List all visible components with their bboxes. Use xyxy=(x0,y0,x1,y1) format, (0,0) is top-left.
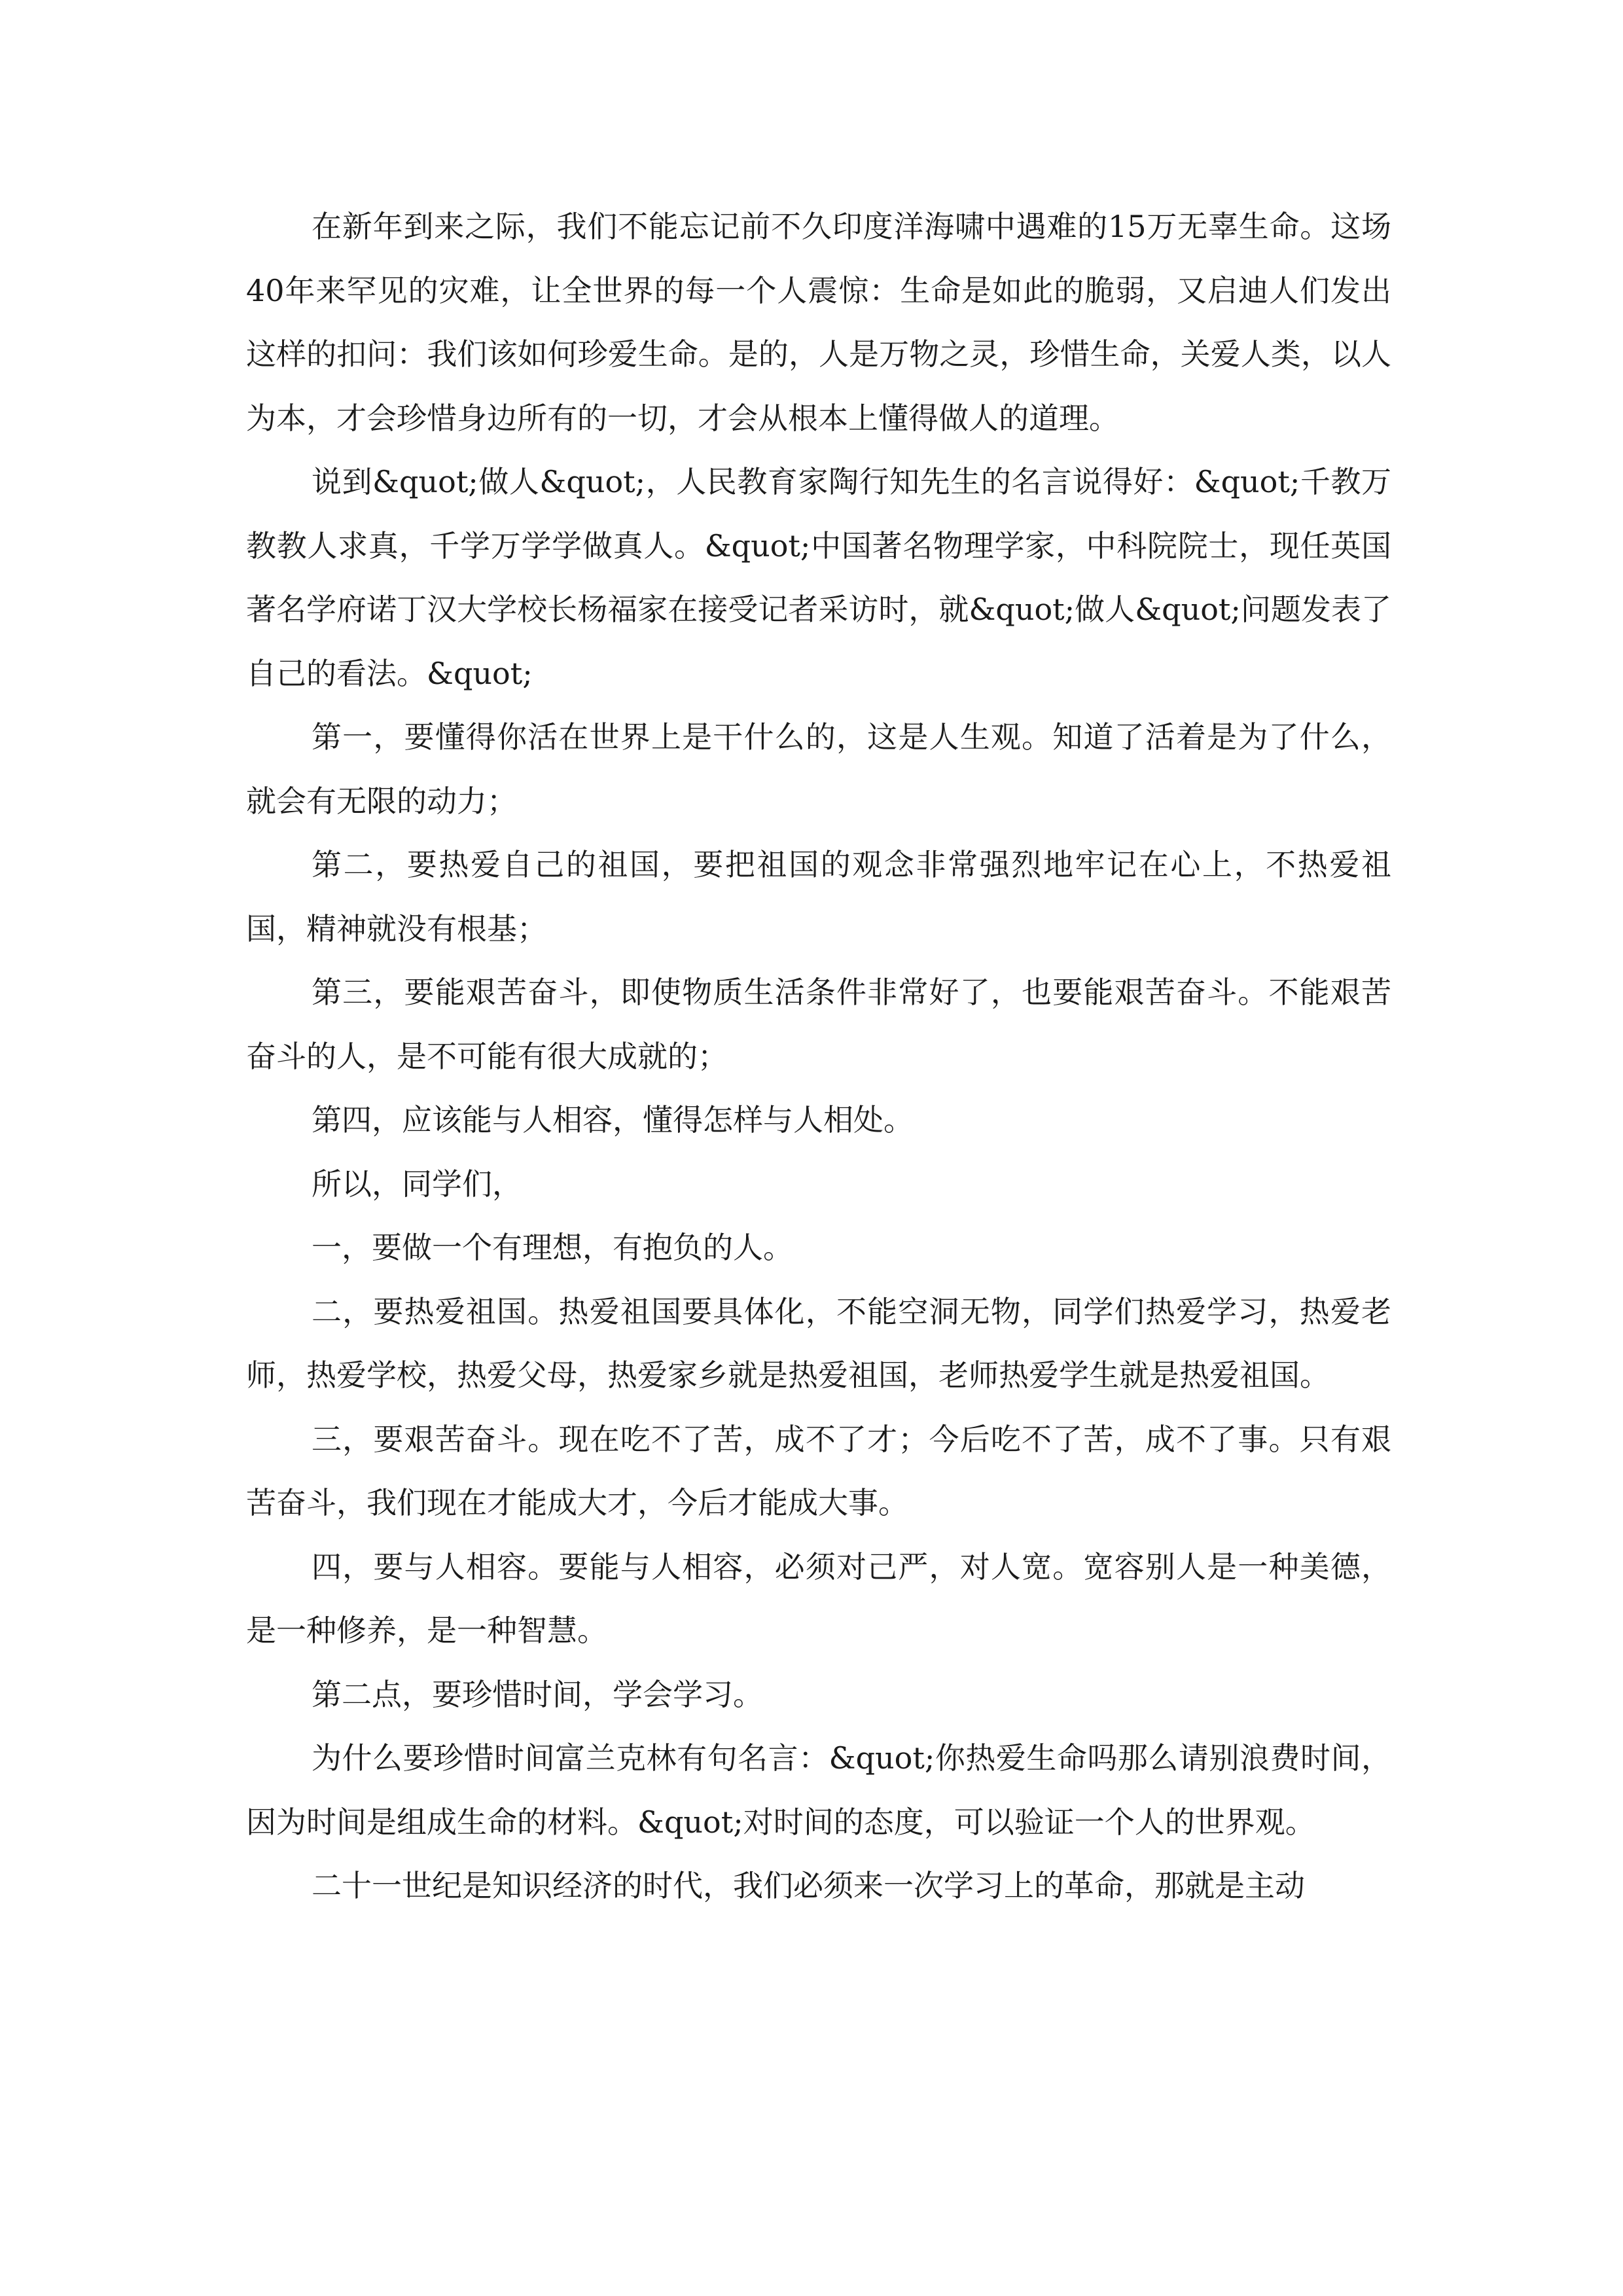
paragraph-knowledge-economy: 二十一世纪是知识经济的时代，我们必须来一次学习上的革命，那就是主动 xyxy=(312,1868,1305,1903)
paragraph-so-students: 所以，同学们， xyxy=(312,1166,522,1202)
paragraph-hard-work: 三，要艰苦奋斗。现在吃不了苦，成不了才；今后吃不了苦，成不了事。只有艰苦奋斗，我们现在才能成大才，今后才能成大事。 xyxy=(246,1421,1391,1520)
paragraph-point-two: 第二，要热爱自己的祖国，要把祖国的观念非常强烈地牢记在心上，不热爱祖国，精神就没有根基； xyxy=(246,847,1391,946)
paragraph-point-three: 第三，要能艰苦奋斗，即使物质生活条件非常好了，也要能艰苦奋斗。不能艰苦奋斗的人，是不可能有很大成就的； xyxy=(246,975,1391,1074)
paragraph-cherish-time: 第二点，要珍惜时间，学会学习。 xyxy=(312,1676,763,1712)
paragraph-tolerance: 四，要与人相容。要能与人相容，必须对己严，对人宽。宽容别人是一种美德，是一种修养，是一种智慧。 xyxy=(246,1549,1391,1648)
paragraph-point-four: 第四，应该能与人相容，懂得怎样与人相处。 xyxy=(312,1102,914,1138)
paragraph-point-one: 第一，要懂得你活在世界上是干什么的，这是人生观。知道了活着是为了什么，就会有无限的动力； xyxy=(246,719,1391,819)
paragraph-ideals: 一，要做一个有理想，有抱负的人。 xyxy=(312,1230,793,1265)
document-body xyxy=(246,195,1391,1918)
paragraph-franklin-quote: 为什么要珍惜时间富兰克林有句名言：&quot;你热爱生命吗那么请别浪费时间，因为时间是组成生命的材料。&quot;对时间的态度，可以验证一个人的世界观。 xyxy=(246,1740,1391,1840)
paragraph-being-a-person: 说到&quot;做人&quot;，人民教育家陶行知先生的名言说得好：&quot;千教万教教人求真，千学万学学做真人。&quot;中国著名物理学家，中科院院士，现任英国著名学府诺丁汉大学校长杨福家在接受记者采访时，就&quot;做人&quot;问题发表了自己的看法。&quot; xyxy=(246,464,1391,691)
paragraph-tsunami: 在新年到来之际，我们不能忘记前不久印度洋海啸中遇难的15万无辜生命。这场40年来罕见的灾难，让全世界的每一个人震惊：生命是如此的脆弱，又启迪人们发出这样的扣问：我们该如何珍爱生命。是的，人是万物之灵，珍惜生命，关爱人类，以人为本，才会珍惜身边所有的一切，才会从根本上懂得做人的道理。 xyxy=(246,209,1391,436)
paragraph-love-country: 二，要热爱祖国。热爱祖国要具体化，不能空洞无物，同学们热爱学习，热爱老师，热爱学校，热爱父母，热爱家乡就是热爱祖国，老师热爱学生就是热爱祖国。 xyxy=(246,1293,1391,1393)
